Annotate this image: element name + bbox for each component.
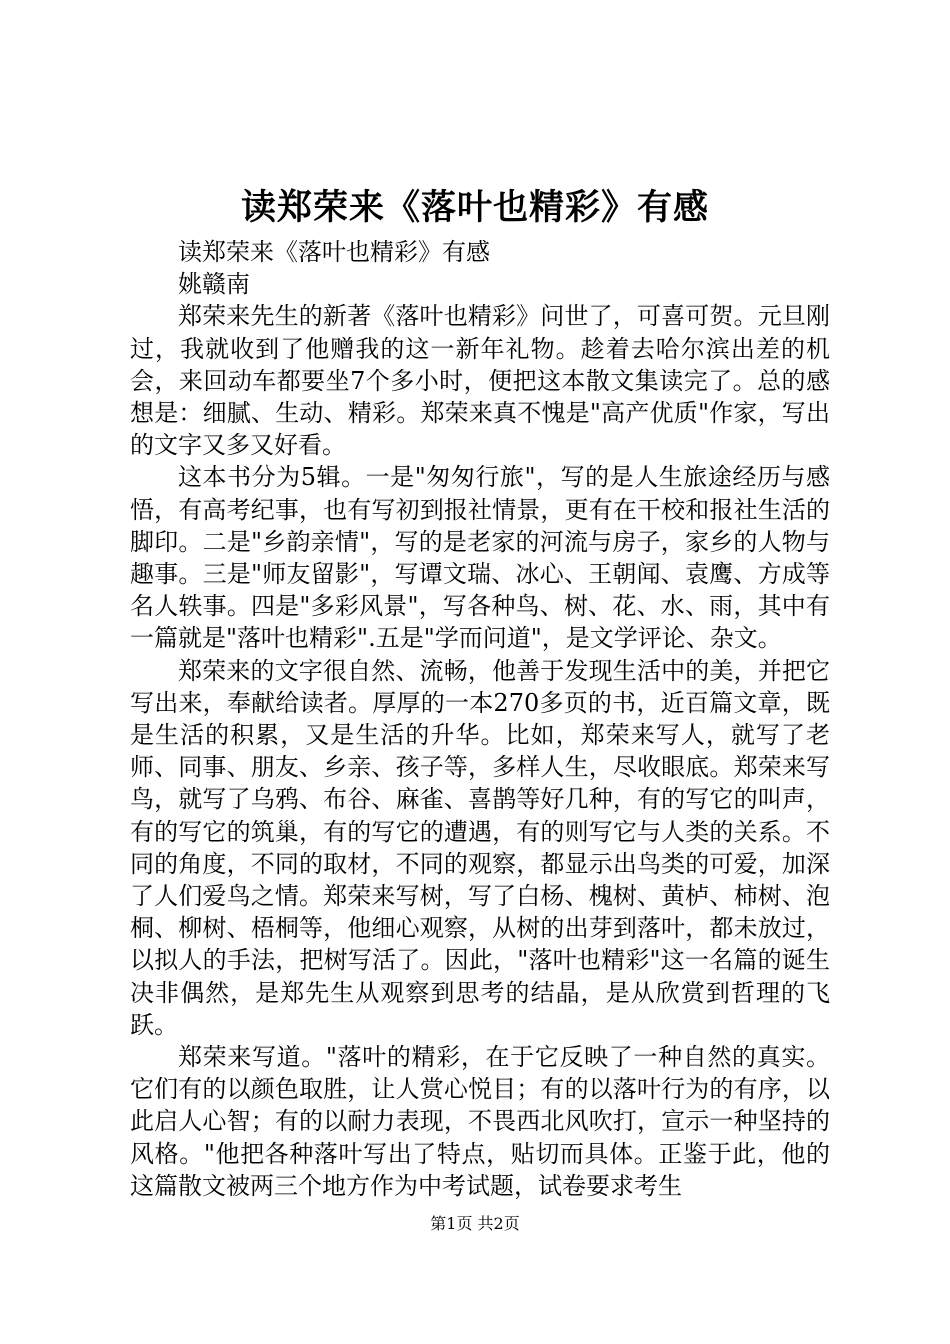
author-line: 姚赣南	[178, 270, 250, 299]
paragraph-1: 郑荣来先生的新著《落叶也精彩》问世了，可喜可贺。元旦刚过，我就收到了他赠我的这一新年礼物。趁着去哈尔滨出差的机会，来回动车都要坐7个多小时，便把这本散文集读完了。总的感想是：细腻、生动、精彩。郑荣来真不愧是"高产优质"作家，写出的文字又多又好看。	[130, 302, 830, 460]
paragraph-4: 郑荣来写道。"落叶的精彩，在于它反映了一种自然的真实。它们有的以颜色取胜，让人赏心悦目；有的以落叶行为的有序，以此启人心智；有的以耐力表现，不畏西北风吹打，宣示一种坚持的风格。"他把各种落叶写出了特点，贴切而具体。正鉴于此，他的这篇散文被两三个地方作为中考试题，试卷要求考生	[130, 1043, 830, 1200]
paragraph-2: 这本书分为5辑。一是"匆匆行旅"，写的是人生旅途经历与感悟，有高考纪事，也有写初到报社情景，更有在干校和报社生活的脚印。二是"乡韵亲情"，写的是老家的河流与房子，家乡的人物与趣事。三是"师友留影"，写谭文瑞、冰心、王朝闻、袁鹰、方成等名人轶事。四是"多彩风景"，写各种鸟、树、花、水、雨，其中有一篇就是"落叶也精彩".五是"学而问道"，是文学评论、杂文。	[130, 463, 830, 653]
document-title: 读郑荣来《落叶也精彩》有感	[240, 187, 709, 228]
paragraph-3: 郑荣来的文字很自然、流畅，他善于发现生活中的美，并把它写出来，奉献给读者。厚厚的一本270多页的书，近百篇文章，既是生活的积累，又是生活的升华。比如，郑荣来写人，就写了老师、同事、朋友、乡亲、孩子等，多样人生，尽收眼底。郑荣来写鸟，就写了乌鸦、布谷、麻雀、喜鹊等好几种，有的写它的叫声，有的写它的筑巢，有的写它的遭遇，有的则写它与人类的关系。不同的角度，不同的取材，不同的观察，都显示出鸟类的可爱，加深了人们爱鸟之情。郑荣来写树，写了白杨、槐树、黄栌、柿树、泡桐、柳树、梧桐等，他细心观察，从树的出芽到落叶，都未放过，以拟人的手法，把树写活了。因此，"落叶也精彩"这一名篇的诞生决非偶然，是郑先生从观察到思考的结晶，是从欣赏到哲理的飞跃。	[130, 656, 830, 1039]
document-body	[130, 236, 830, 1202]
page-footer: 第1页 共2页	[430, 1214, 520, 1233]
subtitle-line: 读郑荣来《落叶也精彩》有感	[178, 238, 490, 266]
